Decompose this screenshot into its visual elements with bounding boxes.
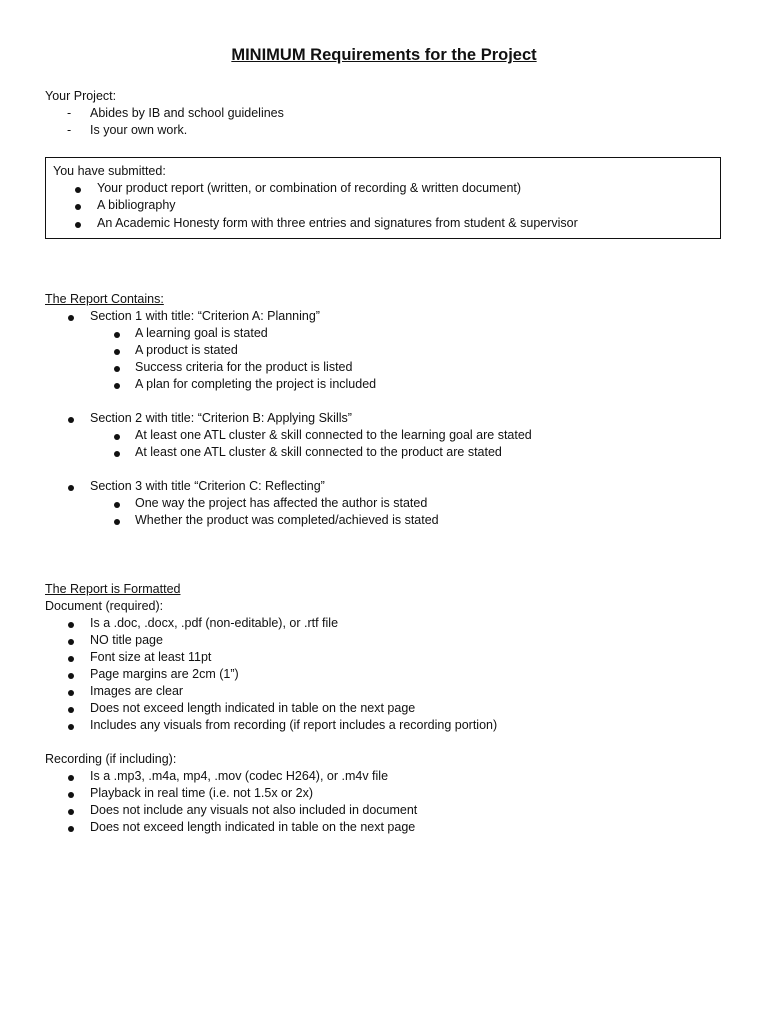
recording-item: Is a .mp3, .m4a, mp4, .mov (codec H264), or .m4v file (90, 769, 389, 783)
bullet-icon (114, 349, 120, 355)
section-item: A product is stated (135, 343, 238, 357)
bullet-icon (68, 622, 74, 628)
submitted-item: A bibliography (97, 198, 176, 212)
formatted-heading: The Report is Formatted (45, 582, 181, 596)
recording-item: Does not exceed length indicated in table on the next page (90, 820, 416, 834)
recording-item: Does not include any visuals not also included in document (90, 803, 418, 817)
bullet-icon (114, 434, 120, 440)
section-item: A learning goal is stated (135, 326, 268, 340)
dash-marker: - (67, 123, 72, 137)
document-item: Images are clear (90, 684, 184, 698)
project-item: Is your own work. (90, 123, 188, 137)
submitted-heading: You have submitted: (53, 164, 166, 178)
report-contains-heading: The Report Contains: (45, 292, 164, 306)
project-item: Abides by IB and school guidelines (90, 106, 284, 120)
bullet-icon (114, 451, 120, 457)
bullet-icon (68, 315, 74, 321)
section-item: At least one ATL cluster & skill connected to the learning goal are stated (135, 428, 532, 442)
page-title: MINIMUM Requirements for the Project (231, 46, 537, 64)
bullet-icon (68, 809, 74, 815)
bullet-icon (68, 639, 74, 645)
document-item: Is a .doc, .docx, .pdf (non-editable), or .rtf file (90, 616, 339, 630)
bullet-icon (114, 502, 120, 508)
bullet-icon (68, 673, 74, 679)
document-item: NO title page (90, 633, 163, 647)
document-item: Page margins are 2cm (1”) (90, 667, 239, 681)
bullet-icon (114, 332, 120, 338)
bullet-icon (114, 366, 120, 372)
section-label: Section 2 with title: “Criterion B: Applying Skills” (90, 411, 352, 425)
recording-heading: Recording (if including): (45, 752, 177, 766)
section-label: Section 1 with title: “Criterion A: Planning” (90, 309, 320, 323)
bullet-icon (68, 690, 74, 696)
section-label: Section 3 with title “Criterion C: Reflecting” (90, 479, 325, 493)
bullet-icon (75, 187, 81, 193)
document-item: Does not exceed length indicated in table on the next page (90, 701, 416, 715)
bullet-icon (68, 417, 74, 423)
bullet-icon (114, 519, 120, 525)
bullet-icon (75, 222, 81, 228)
bullet-icon (68, 656, 74, 662)
bullet-icon (114, 383, 120, 389)
section-item: Whether the product was completed/achieved is stated (135, 513, 439, 527)
submitted-item: An Academic Honesty form with three entries and signatures from student & supervisor (97, 216, 578, 230)
bullet-icon (68, 826, 74, 832)
bullet-icon (68, 724, 74, 730)
section-item: A plan for completing the project is included (135, 377, 377, 391)
project-heading: Your Project: (45, 89, 117, 103)
section-item: At least one ATL cluster & skill connected to the product are stated (135, 445, 502, 459)
submitted-item: Your product report (written, or combination of recording & written document) (97, 181, 522, 195)
dash-marker: - (67, 106, 72, 120)
section-item: Success criteria for the product is listed (135, 360, 353, 374)
bullet-icon (68, 707, 74, 713)
bullet-icon (68, 792, 74, 798)
bullet-icon (68, 485, 74, 491)
recording-item: Playback in real time (i.e. not 1.5x or 2x) (90, 786, 314, 800)
document-item: Font size at least 11pt (90, 650, 212, 664)
document-item: Includes any visuals from recording (if report includes a recording portion) (90, 718, 498, 732)
bullet-icon (75, 204, 81, 210)
document-heading: Document (required): (45, 599, 164, 613)
section-item: One way the project has affected the author is stated (135, 496, 428, 510)
bullet-icon (68, 775, 74, 781)
